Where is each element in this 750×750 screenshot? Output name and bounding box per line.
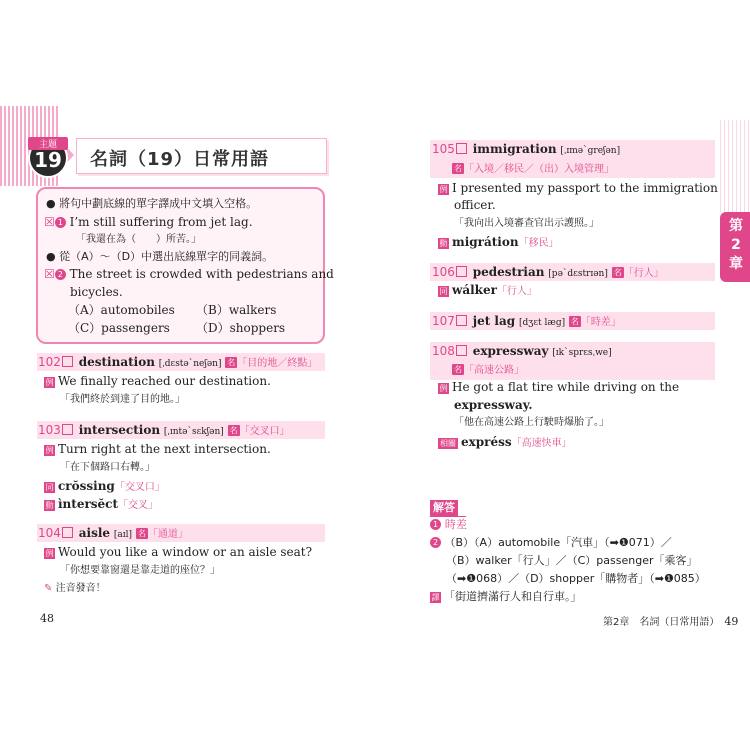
entry-108-example: 例 He got a flat tire while driving on the — [439, 380, 680, 394]
answers-title: 解答 — [430, 500, 458, 516]
option-d: （D）shoppers — [196, 321, 286, 335]
entry-108-example-zh: 「他在高速公路上行駛時爆胎了。」 — [454, 417, 609, 428]
exercise-question-1-zh: 「我還在為（ ）所苦。」 — [76, 234, 201, 245]
chapter-tab-line2: 2 — [731, 237, 741, 253]
entry-102-example: 例 We finally reached our destination. — [45, 374, 271, 388]
right-stripe-band — [720, 120, 750, 212]
entry-103-header: 103 intersection [ˌɪntəˋsɛkʃən] 名 「交叉口」 — [38, 423, 290, 437]
chapter-tab-line3: 章 — [729, 256, 743, 272]
entry-103-example-zh: 「在下個路口右轉。」 — [60, 462, 155, 473]
answer-2: 2 （B）（A）automobile「汽車」（➡❶071）／ — [430, 535, 672, 551]
entry-104-example-zh: 「你想要靠窗還是靠走道的座位？」 — [60, 565, 220, 576]
theme-label: 主題 — [28, 137, 68, 150]
entry-102-example-zh: 「我們終於到達了目的地。」 — [60, 394, 185, 405]
entry-108-header: 108 expressway [ɪkˋsprɛsˌwe] — [432, 344, 612, 358]
entry-103-synonym: 同 crŏssing「交叉口」 — [45, 479, 165, 493]
answer-1: 1 時差 — [430, 516, 467, 533]
entry-104-header: 104 aisle [aɪl] 名 「通道」 — [38, 526, 188, 540]
entry-108-meaning: 名 「高速公路」 — [454, 365, 524, 376]
left-page-number: 48 — [40, 612, 54, 625]
pen-icon: ✎ — [44, 583, 53, 594]
option-b: （B）walkers — [196, 303, 277, 317]
question-number-1: 1 — [55, 217, 66, 228]
entry-105-header: 105 immigration [ˌɪməˋgreʃən] — [432, 142, 621, 156]
option-a: （A）automobiles — [68, 303, 175, 317]
answer-2-line2: （B）walker「行人」／（C）passenger「乘客」 — [446, 554, 698, 567]
entry-105-meaning: 名 「入境／移民／（出）入境管理」 — [454, 164, 614, 175]
answer-2-line3: （➡❶068）／（D）shopper「購物者」（➡❶085） — [446, 572, 706, 585]
option-c: （C）passengers — [68, 321, 170, 335]
exercise-instruction-1: ● 將句中劃底線的單字譯成中文填入空格。 — [46, 197, 258, 210]
entry-108-example-line2: expressway. — [454, 398, 533, 412]
entry-103-derived: 動 ìntersĕct「交叉」 — [45, 497, 159, 511]
entry-108-related: 相關 expréss「高速快車」 — [440, 435, 572, 449]
theme-number: 19 — [34, 148, 62, 172]
entry-106-synonym: 同 wálker「行人」 — [439, 283, 537, 297]
checkbox-icon: ☒ — [44, 215, 55, 229]
entry-105-related: 動 migrátion「移民」 — [439, 235, 559, 249]
entry-104-example: 例 Would you like a window or an aisle seat? — [45, 545, 313, 559]
entry-105-example: 例 I presented my passport to the immigration — [439, 181, 718, 195]
entry-105-example-zh: 「我向出入境審查官出示護照。」 — [454, 218, 599, 229]
entry-102-header: 102 destination [ˌdɛstəˋneʃən] 名 「目的地／終點」 — [38, 355, 318, 369]
exercise-instruction-2: ● 從（A）～（D）中選出底線單字的同義詞。 — [46, 250, 274, 263]
entry-104-note: ✎ 注音發音！ — [44, 583, 106, 594]
entry-103-example: 例 Turn right at the next intersection. — [45, 442, 271, 456]
page-title: 名詞（19）日常用語 — [90, 149, 270, 170]
entry-107-header: 107 jet lag [dʒɛt læg] 名 「時差」 — [432, 314, 621, 328]
question-number-2: 2 — [55, 269, 66, 280]
exercise-question-2-line2: bicycles. — [70, 285, 123, 299]
right-footer-label: 第2章 名詞（日常用語） 49 — [603, 615, 739, 628]
exercise-question-1: ☒ 1 I’m still suffering from jet lag. — [44, 215, 253, 229]
chapter-tab-line1: 第 — [729, 218, 743, 234]
exercise-question-2: ☒ 2 The street is crowded with pedestrians and — [44, 267, 334, 281]
checkbox-icon: ☒ — [44, 267, 55, 281]
entry-105-example-line2: officer. — [454, 198, 496, 212]
answer-translation: 譯 「街道擠滿行人和自行車。」 — [431, 590, 582, 603]
entry-106-header: 106 pedestrian [pəˋdɛstrɪən] 名 「行人」 — [432, 265, 664, 279]
